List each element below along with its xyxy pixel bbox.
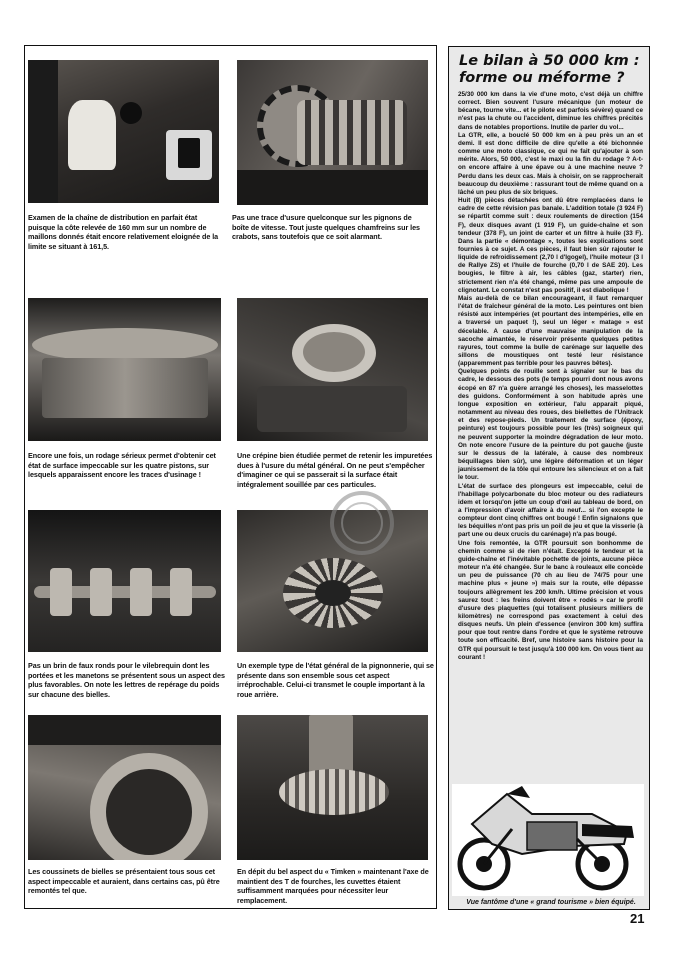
photo-caption-5: Pas un brin de faux ronds pour le vilebrequin dont les portées et les manetons se présentent sous un aspect des plus favorables. On note les lettres de repérage du poids sur chacune des bielles. — [28, 661, 225, 699]
photo-con-rod-bearings — [28, 715, 221, 860]
photo-crankshaft — [28, 510, 221, 652]
sidebar-paragraph: Une fois remontée, la GTR poursuit son bonhomme de chemin comme si de rien n'était. Excepté le tendeur et la guide-chaîne et l'inévitable pochette de joints, aucune pièce moteur n'a été changée. Sur le banc à rouleaux elle concède un peu de puissance (70 ch au lieu de 74/75 pour une machine plus « jeune ») mais sur la route, elle dépasse toujours allègrement les 200 km/h. Ultime précision et vous saurez tout : les freins doivent être « rodés » car le profil d'usure des plaquettes (qui totalisent plusieurs milliers de kilomètres) ne correspond pas exactement à celui des disques neufs. Un plein d'essence (environ 300 km) suffira pour que tout rentre dans l'ordre et que le système retrouve toute son efficacité. Bref, une histoire sans histoire pour la GTR qui poursuit le test jusqu'à 100 000 km. On vous tient au courant ! — [458, 539, 643, 661]
page-number: 21 — [630, 911, 645, 926]
motorcycle-caption: Vue fantôme d'une « grand tourisme » bien équipé. — [466, 899, 636, 906]
sidebar-paragraph: Mais au-delà de ce bilan encourageant, il faut remarquer l'état de fraîcheur général de la moto. Les peintures ont bien résisté aux intempéries (et pourtant des intempéries, elle en a traversé un paquet !), seul un léger « matage » est décelable. A cause d'une mauvaise manipulation de la sacoche aimantée, le réservoir présente quelques petites rayures, tout comme la bulle de carénage sur laquelle des sillons de moustiques ont testé leur résistance (apparemment pas terrible pour les pauvres bêtes). — [458, 294, 643, 368]
photo-timken-bearing — [237, 715, 428, 860]
sidebar-paragraph: L'état de surface des plongeurs est impeccable, celui de l'habillage polycarbonate du bloc moteur ou des radiateurs idem et lorsqu'on jette un coup d'œil au tableau de bord, on a l'impression d'avoir affaire à du neuf... si l'on excepte le compteur dont cinq chiffres ont bougé ! Enfin signalons que les béquilles n'ont pas pris un poil de jeu et que la visserie (à part une ou deux crucis du carénage) n'a pas bougé. — [458, 482, 643, 539]
sidebar-paragraph: La GTR, elle, a bouclé 50 000 km en à peu près un an et demi. Il est donc difficile de dire qu'elle a été bichonnée comme une moto classique, ce qui ne fait qu'ajouter à son mérite. Alors, 50 000, c'est le maxi ou la fin du rodage ? A-t-on encore affaire à une épave ou à une machine neuve ? Perdu dans les deux cas. Mais à choisir, on se rapprocherait beaucoup du deuxième : rassurant tout de même quand on a lâché un peu plus de six briques. — [458, 131, 643, 196]
sidebar-paragraph: Quelques points de rouille sont à signaler sur le bas du cadre, le dessous des pots (le temps pourri dont nous avons écopé en 87 n'a guère arrangé les choses), les masselottes des guidons. Conformément à son habitude après une longue exposition en extérieur, l'alu apparaît piqué, notamment au niveau des roues, des biellettes de l'Unitrack et des repose-pieds. Un traitement de surface (époxy, peinture) est toujours possible pour les (très) soigneux qui ne peuvent supporter la moindre dégradation de leur moto. On note encore l'usure de la peinture du pot gauche (juste sur le dessus de la latérale, à cause des nombreux béquillages bien sûr), une légère déformation et un léger jaunissement de la tôle qui entoure les silencieux et on a fait le tour. — [458, 368, 643, 482]
photo-gearbox — [237, 60, 428, 205]
sidebar-paragraph: Huit (8) pièces détachées ont dû être remplacées dans le cadre de cette révision pas banale. L'addition totale (3 924 F) se répartit comme suit : deux roulements de direction (154 F), deux disques avant (1 919 F), un guide-chaîne et son tendeur (378 F), un joint de carter et un filtre à huile (33 F). Dans la partie « démontage », toutes les explications sont fournies à ce sujet. A ces pièces, il faut bien sûr rajouter le liquide de refroidissement (2,70 l d'Igogel), l'huile moteur (3 l de Rallye ZS) et l'huile de fourche (0,70 l de SAE 20). Les bougies, le filtre à air, les câbles (gaz, starter) rien, strictement rien n'a été changé, même pas une ampoule de clignotant. Le constat n'est pas positif, il est diabolique ! — [458, 197, 643, 294]
sidebar-body — [458, 91, 643, 662]
photo-caption-2: Pas une trace d'usure quelconque sur les pignons de boîte de vitesse. Tout juste quelques chamfreins sur les crabots, sans toutefois que ce soit alarmant. — [232, 213, 420, 242]
photo-caption-8: En dépit du bel aspect du « Timken » maintenant l'axe de maintient des T de fourches, les cuvettes étaient suffisamment marquées pour nécessiter leur remplacement. — [237, 867, 429, 905]
sidebar-box — [448, 46, 650, 910]
photo-caption-3: Encore une fois, un rodage sérieux permet d'obtenir cet état de surface impeccable sur les quatre pistons, sur lesquels apparaissent encore les traces d'usinage ! — [28, 451, 216, 480]
photo-oil-strainer — [237, 298, 428, 441]
photo-caption-1: Examen de la chaîne de distribution en parfait état puisque la côte relevée de 160 mm sur un nombre de maillons donnés était encore relativement eloignée de la limite se situant à 161,5. — [28, 213, 219, 251]
motorcycle-illustration — [452, 784, 644, 896]
photo-caption-6: Un exemple type de l'état général de la pignonnerie, qui se présente dans son ensemble sous cet aspect irréprochable. Celui-ci transmet le couple important à la roue arrière. — [237, 661, 434, 699]
watermark-logo — [327, 488, 397, 558]
page-frame-bottom — [24, 908, 437, 909]
photo-caption-7: Les coussinets de bielles se présentaient tous sous cet aspect impeccable et auraient, dans certains cas, pû être remontés tel que. — [28, 867, 220, 896]
photo-timing-chain — [28, 60, 219, 203]
page-frame-right — [436, 45, 437, 909]
page-frame-left — [24, 45, 25, 909]
photo-caption-4: Une crépine bien étudiée permet de retenir les impuretées dues à l'usure du métal général. On ne peut s'empêcher d'imaginer ce qui se passerait si la surface était intégralement souillée par ces particules. — [237, 451, 433, 489]
sidebar-title: Le bilan à 50 000 km : forme ou méforme ? — [459, 53, 640, 86]
sidebar-paragraph: 25/30 000 km dans la vie d'une moto, c'est déjà un chiffre correct. Bien souvent l'usure mécanique (un moteur de bécane, tourne vite... et le pilote est parfois sévère) quand ce n'est pas la chute ou l'accident, diminue les chiffres précités dans de notables proportions. Inutile de parler du vol... — [458, 91, 643, 131]
photo-pistons — [28, 298, 221, 441]
page-frame-top — [24, 45, 437, 46]
